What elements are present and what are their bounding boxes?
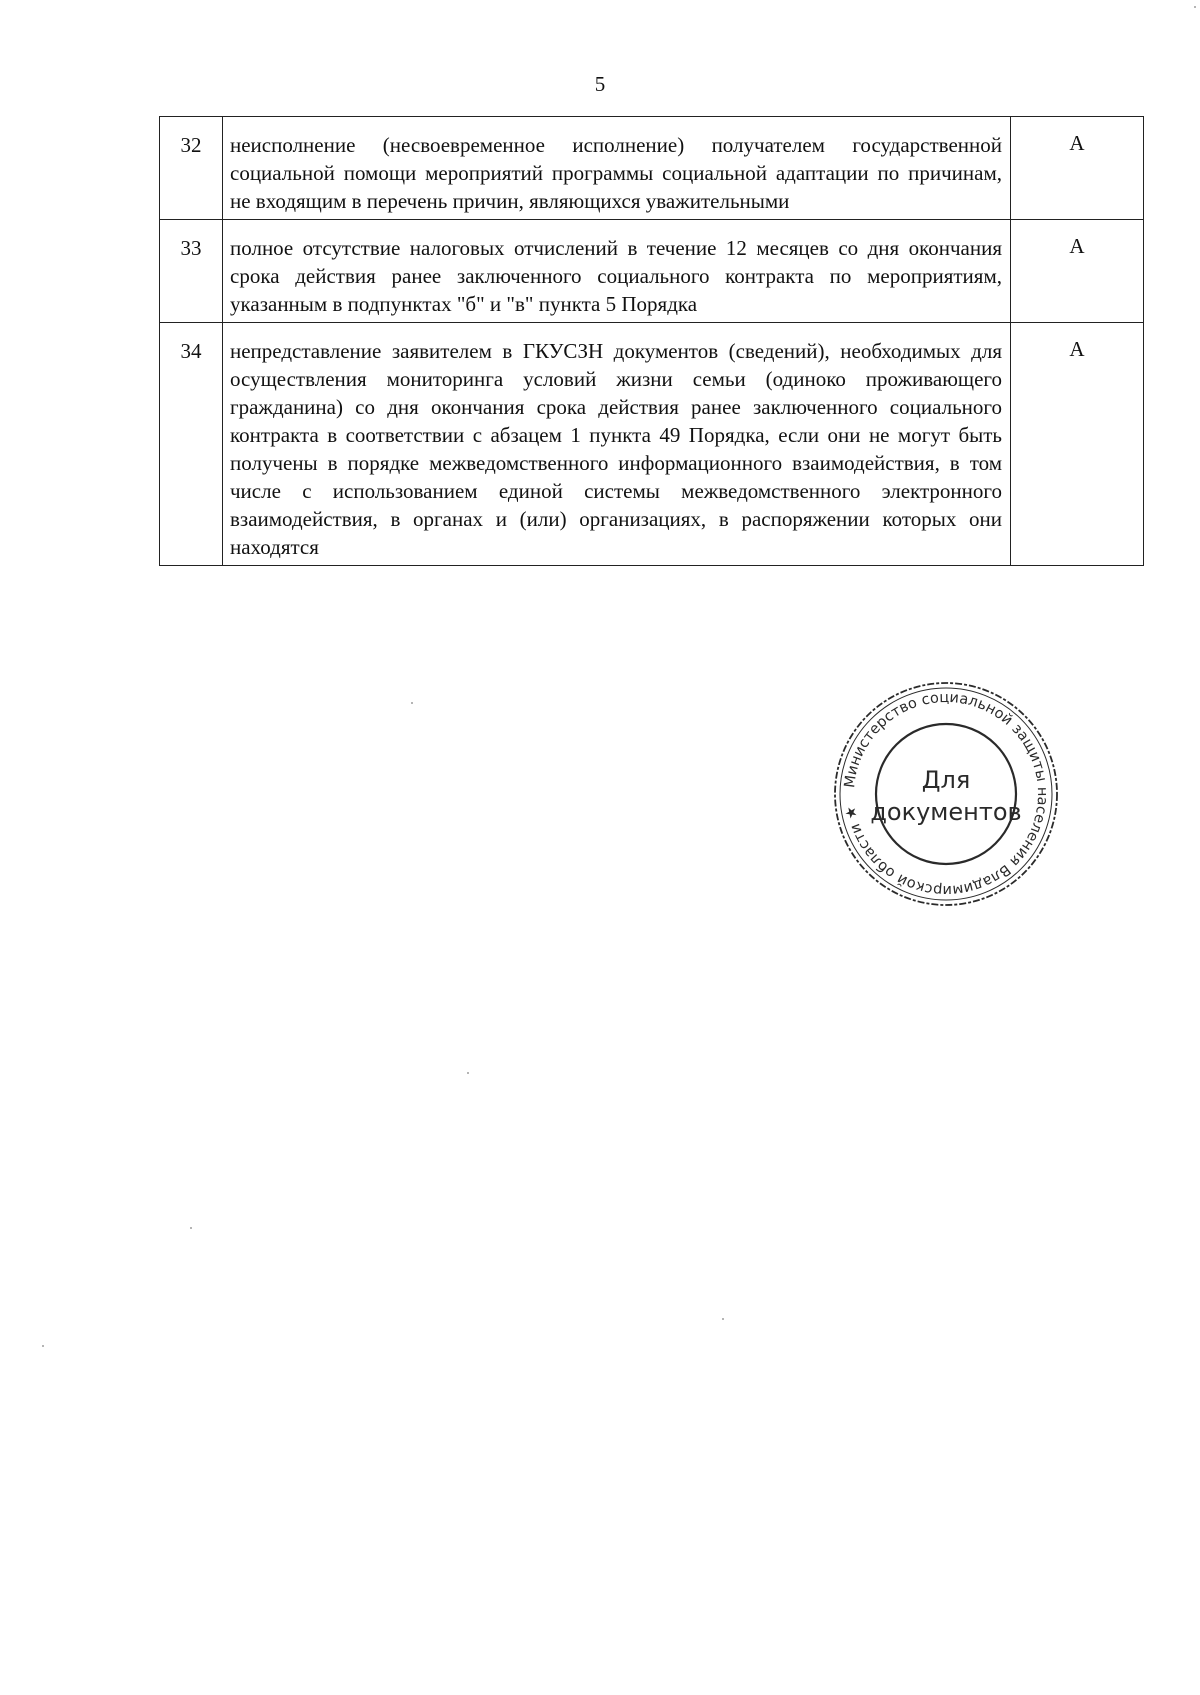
official-seal-stamp <box>832 680 1060 908</box>
row-code: A <box>1011 220 1144 323</box>
scan-speck <box>467 1072 469 1074</box>
row-description: непредставление заявителем в ГКУСЗН документов (сведений), необходимых для осуществления мониторинга условий жизни семьи (одиноко проживающего гражданина) со дня окончания срока действия ранее заключенного социального контракта в соответствии с абзацем 1 пункта 49 Порядка, если они не могут быть получены в порядке межведомственного информационного взаимодействия, в том числе с использованием единой системы межведомственного электронного взаимодействия, в органах и (или) организациях, в распоряжении которых они находятся <box>223 323 1011 566</box>
scan-speck <box>1194 6 1196 8</box>
table-row <box>160 220 1144 323</box>
seal-ring-text: Министерство социальной защиты населения Владимирской области ★ <box>842 689 1051 899</box>
row-code: A <box>1011 323 1144 566</box>
row-code: A <box>1011 117 1144 220</box>
table-row <box>160 117 1144 220</box>
row-number: 33 <box>160 220 223 323</box>
scan-speck <box>190 1227 192 1229</box>
criteria-table <box>159 116 1144 566</box>
seal-center-line1: Для <box>921 766 971 794</box>
scan-speck <box>411 702 413 704</box>
page-number: 5 <box>594 72 606 96</box>
row-number: 34 <box>160 323 223 566</box>
row-number: 32 <box>160 117 223 220</box>
scan-speck <box>722 1318 724 1320</box>
row-description: неисполнение (несвоевременное исполнение) получателем государственной социальной помощи мероприятий программы социальной адаптации по причинам, не входящим в перечень причин, являющихся уважительными <box>223 117 1011 220</box>
table-row <box>160 323 1144 566</box>
row-description: полное отсутствие налоговых отчислений в течение 12 месяцев со дня окончания срока действия ранее заключенного социального контракта по мероприятиям, указанным в подпунктах "б" и "в" пункта 5 Порядка <box>223 220 1011 323</box>
scan-speck <box>42 1345 44 1347</box>
seal-center-line2: документов <box>870 798 1022 826</box>
